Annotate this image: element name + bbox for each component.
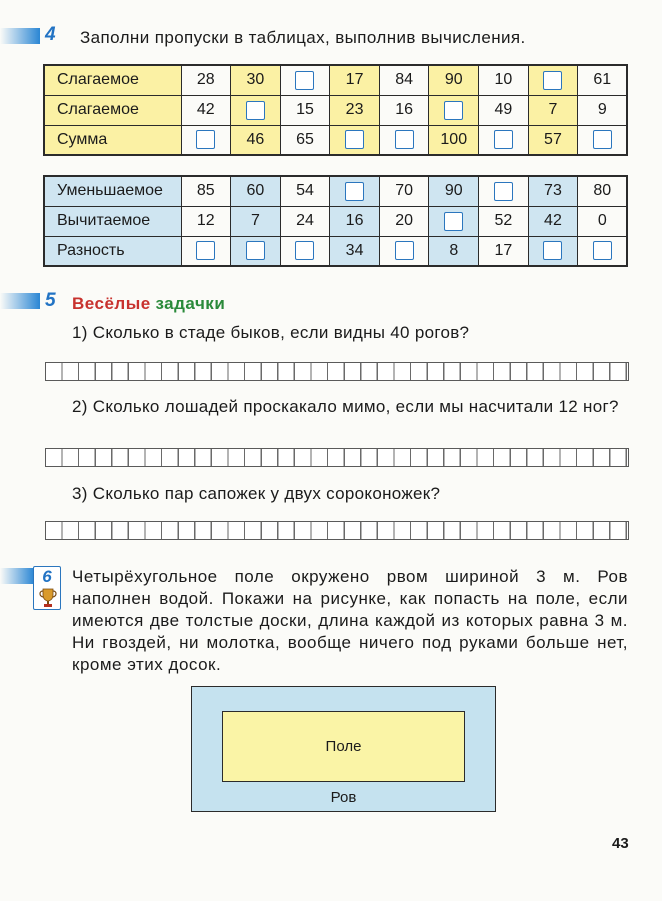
answer-box[interactable] bbox=[593, 241, 612, 260]
task5-title-word1: Весёлые bbox=[72, 294, 151, 313]
table-cell: 10 bbox=[479, 65, 529, 95]
table-cell: 49 bbox=[479, 95, 529, 125]
table-cell[interactable] bbox=[280, 65, 330, 95]
task5-marker-bar bbox=[0, 293, 40, 309]
task6-badge bbox=[33, 566, 61, 610]
row-label: Разность bbox=[44, 236, 181, 266]
task5-number: 5 bbox=[45, 290, 56, 311]
table-cell[interactable] bbox=[330, 125, 380, 155]
answer-box[interactable] bbox=[196, 130, 215, 149]
row-label: Слагаемое bbox=[44, 95, 181, 125]
table-cell: 65 bbox=[280, 125, 330, 155]
answer-box[interactable] bbox=[295, 71, 314, 90]
table-cell: 42 bbox=[181, 95, 231, 125]
moat-diagram[interactable] bbox=[191, 686, 496, 812]
table-cell: 8 bbox=[429, 236, 479, 266]
answer-strip-1[interactable] bbox=[45, 362, 629, 381]
task6-marker-bar bbox=[0, 568, 34, 584]
table-cell: 7 bbox=[528, 95, 578, 125]
table-row bbox=[44, 95, 627, 125]
page-number: 43 bbox=[612, 835, 629, 852]
answer-box[interactable] bbox=[395, 130, 414, 149]
answer-box[interactable] bbox=[395, 241, 414, 260]
table-cell[interactable] bbox=[379, 236, 429, 266]
table-cell[interactable] bbox=[181, 236, 231, 266]
task4-number: 4 bbox=[45, 24, 56, 45]
table-cell: 34 bbox=[330, 236, 380, 266]
table-cell: 80 bbox=[578, 176, 628, 206]
task5-question-2: 2) Сколько лошадей проскакало мимо, если мы насчитали 12 ног? bbox=[72, 397, 619, 416]
table-cell[interactable] bbox=[528, 65, 578, 95]
table-cell: 57 bbox=[528, 125, 578, 155]
moat-label: Ров bbox=[330, 789, 357, 806]
table-cell: 7 bbox=[231, 206, 281, 236]
addition-table bbox=[43, 64, 628, 156]
table-cell: 30 bbox=[231, 65, 281, 95]
answer-box[interactable] bbox=[593, 130, 612, 149]
table-cell: 28 bbox=[181, 65, 231, 95]
task6-number: 6 bbox=[42, 567, 52, 586]
task5-question-1: 1) Сколько в стаде быков, если видны 40 рогов? bbox=[72, 323, 470, 342]
table-cell: 100 bbox=[429, 125, 479, 155]
table-cell[interactable] bbox=[479, 176, 529, 206]
table-cell[interactable] bbox=[330, 176, 380, 206]
table-cell[interactable] bbox=[231, 95, 281, 125]
table-cell: 17 bbox=[330, 65, 380, 95]
answer-box[interactable] bbox=[196, 241, 215, 260]
subtraction-table bbox=[43, 175, 628, 267]
table-cell: 9 bbox=[578, 95, 628, 125]
table-cell[interactable] bbox=[181, 125, 231, 155]
table-row bbox=[44, 176, 627, 206]
table-cell: 60 bbox=[231, 176, 281, 206]
table-cell: 17 bbox=[479, 236, 529, 266]
table-row bbox=[44, 125, 627, 155]
table-cell: 52 bbox=[479, 206, 529, 236]
table-cell[interactable] bbox=[578, 125, 628, 155]
table-cell: 70 bbox=[379, 176, 429, 206]
trophy-icon bbox=[37, 587, 59, 609]
table-row bbox=[44, 236, 627, 266]
table-cell[interactable] bbox=[429, 206, 479, 236]
field-label: Поле bbox=[325, 738, 362, 755]
answer-box[interactable] bbox=[246, 241, 265, 260]
table-cell: 15 bbox=[280, 95, 330, 125]
table-cell: 24 bbox=[280, 206, 330, 236]
table-cell: 73 bbox=[528, 176, 578, 206]
table-cell: 46 bbox=[231, 125, 281, 155]
answer-strip-3[interactable] bbox=[45, 521, 629, 540]
answer-box[interactable] bbox=[444, 212, 463, 231]
answer-box[interactable] bbox=[543, 241, 562, 260]
table-cell: 23 bbox=[330, 95, 380, 125]
answer-box[interactable] bbox=[246, 101, 265, 120]
task4-marker-bar bbox=[0, 28, 40, 44]
table-cell: 90 bbox=[429, 65, 479, 95]
answer-box[interactable] bbox=[444, 101, 463, 120]
row-label: Сумма bbox=[44, 125, 181, 155]
row-label: Вычитаемое bbox=[44, 206, 181, 236]
table-cell: 61 bbox=[578, 65, 628, 95]
answer-box[interactable] bbox=[494, 182, 513, 201]
table-row bbox=[44, 206, 627, 236]
table-cell: 84 bbox=[379, 65, 429, 95]
table-cell: 12 bbox=[181, 206, 231, 236]
answer-box[interactable] bbox=[345, 130, 364, 149]
table-cell[interactable] bbox=[379, 125, 429, 155]
field-rect[interactable] bbox=[222, 711, 465, 782]
task5-title-word2: задачки bbox=[155, 294, 226, 313]
table-cell[interactable] bbox=[479, 125, 529, 155]
table-cell: 54 bbox=[280, 176, 330, 206]
table-cell[interactable] bbox=[429, 95, 479, 125]
table-cell[interactable] bbox=[231, 236, 281, 266]
answer-box[interactable] bbox=[543, 71, 562, 90]
table-cell: 20 bbox=[379, 206, 429, 236]
table-cell[interactable] bbox=[578, 236, 628, 266]
table-cell[interactable] bbox=[528, 236, 578, 266]
row-label: Уменьшаемое bbox=[44, 176, 181, 206]
table-cell[interactable] bbox=[280, 236, 330, 266]
row-label: Слагаемое bbox=[44, 65, 181, 95]
task4-instruction: Заполни пропуски в таблицах, выполнив вычисления. bbox=[80, 28, 526, 47]
answer-box[interactable] bbox=[494, 130, 513, 149]
table-cell: 90 bbox=[429, 176, 479, 206]
table-cell: 16 bbox=[379, 95, 429, 125]
table-cell: 42 bbox=[528, 206, 578, 236]
table-cell: 16 bbox=[330, 206, 380, 236]
task5-question-3: 3) Сколько пар сапожек у двух сороконожек? bbox=[72, 484, 441, 503]
task6-text: Четырёхугольное поле окружено рвом шириной 3 м. Ров наполнен водой. Покажи на рисунке, как попасть на поле, если имеются две толстые доски, длина каждой из которых равна 3 м. Ни гвоздей, ни молотка, вообще ничего под руками больше нет, кроме этих досок. bbox=[72, 567, 628, 674]
table-cell: 0 bbox=[578, 206, 628, 236]
task5-title bbox=[72, 294, 225, 314]
answer-strip-2[interactable] bbox=[45, 448, 629, 467]
answer-box[interactable] bbox=[295, 241, 314, 260]
table-row bbox=[44, 65, 627, 95]
table-cell: 85 bbox=[181, 176, 231, 206]
answer-box[interactable] bbox=[345, 182, 364, 201]
